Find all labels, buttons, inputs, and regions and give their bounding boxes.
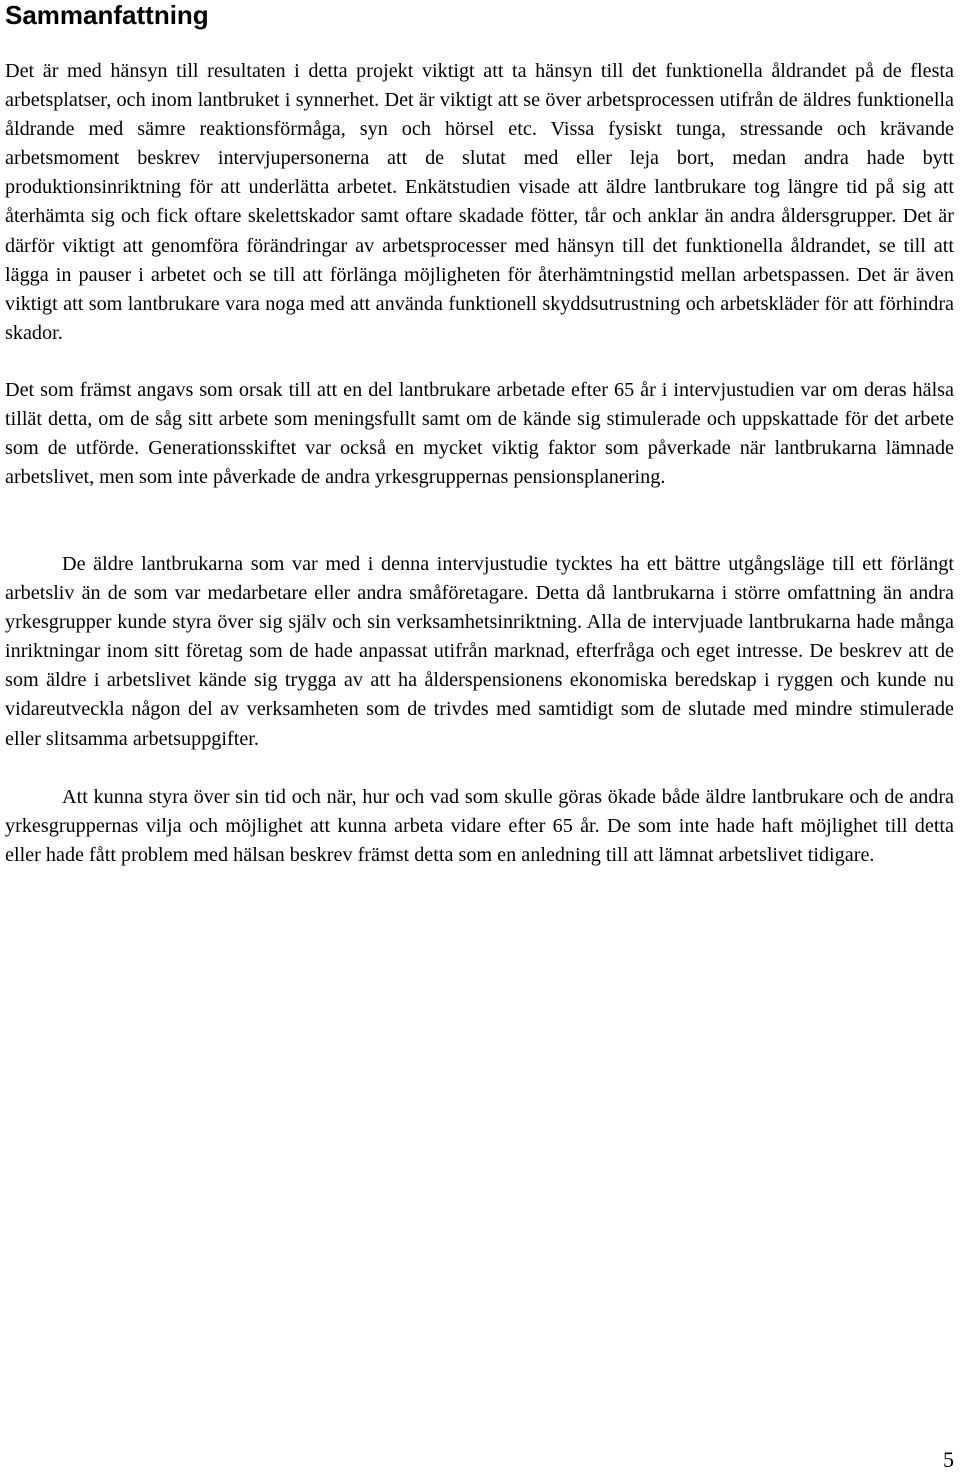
summary-paragraph-3: De äldre lantbrukarna som var med i denna intervjustudie tycktes ha ett bättre utgångsläge till ett förlängt arbetsliv än de som var medarbetare eller andra småföretagare. Detta då lantbrukarna i större omfattning än andra yrkesgrupper kunde styra över sig själv och sin verksamhetsinriktning. Alla de intervjuade lantbrukarna hade många inriktningar inom sitt företag som de hade anpassat utifrån marknad, efterfråga och eget intresse. De beskrev att de som äldre i arbetslivet kände sig trygga av att ha ålderspensionens ekonomiska beredskap i ryggen och kunde nu vidareutveckla någon del av verksamheten som de trivdes med samtidigt som de slutade med mindre stimulerade eller slitsamma arbetsuppgifter. bbox=[5, 553, 954, 750]
section-heading: Sammanfattning bbox=[5, 0, 209, 30]
page-number: 5 bbox=[943, 1447, 954, 1472]
summary-paragraph-1: Det är med hänsyn till resultaten i detta projekt viktigt att ta hänsyn till det funktionella åldrandet på de flesta arbetsplatser, och inom lantbruket i synnerhet. Det är viktigt att se över arbetsprocessen utifrån de äldres funktionella åldrande med sämre reaktionsförmåga, syn och hörsel etc. Vissa fysiskt tunga, stressande och krävande arbetsmoment beskrev intervjupersonerna att de slutat med eller leja bort, medan andra hade bytt produktionsinriktning för att underlätta arbetet. Enkätstudien visade att äldre lantbrukare tog längre tid på sig att återhämta sig och fick oftare skelettskador samt oftare skadade fötter, tår och anklar än andra åldersgrupper. Det är därför viktigt att genomföra förändringar av arbetsprocesser med hänsyn till det funktionella åldrandet, se till att lägga in pauser i arbetet och se till att förlänga möjligheten för återhämtningstid mellan arbetspassen. Det är även viktigt att som lantbrukare vara noga med att använda funktionell skyddsutrustning och arbetskläder för att förhindra skador. bbox=[5, 60, 954, 344]
summary-paragraph-4: Att kunna styra över sin tid och när, hur och vad som skulle göras ökade både äldre lantbrukare och de andra yrkesgruppernas vilja och möjlighet att kunna arbeta vidare efter 65 år. De som inte hade haft möjlighet till detta eller hade fått problem med hälsan beskrev främst detta som en anledning till att lämnat arbetslivet tidigare. bbox=[5, 786, 954, 867]
summary-paragraph-2: Det som främst angavs som orsak till att en del lantbrukare arbetade efter 65 år i intervjustudien var om deras hälsa tillät detta, om de såg sitt arbete som meningsfullt samt om de kände sig stimulerade och uppskattade för det arbete som de utförde. Generationsskiftet var också en mycket viktig faktor som påverkade när lantbrukarna lämnade arbetslivet, men som inte påverkade de andra yrkesgruppernas pensionsplanering. bbox=[5, 379, 954, 489]
